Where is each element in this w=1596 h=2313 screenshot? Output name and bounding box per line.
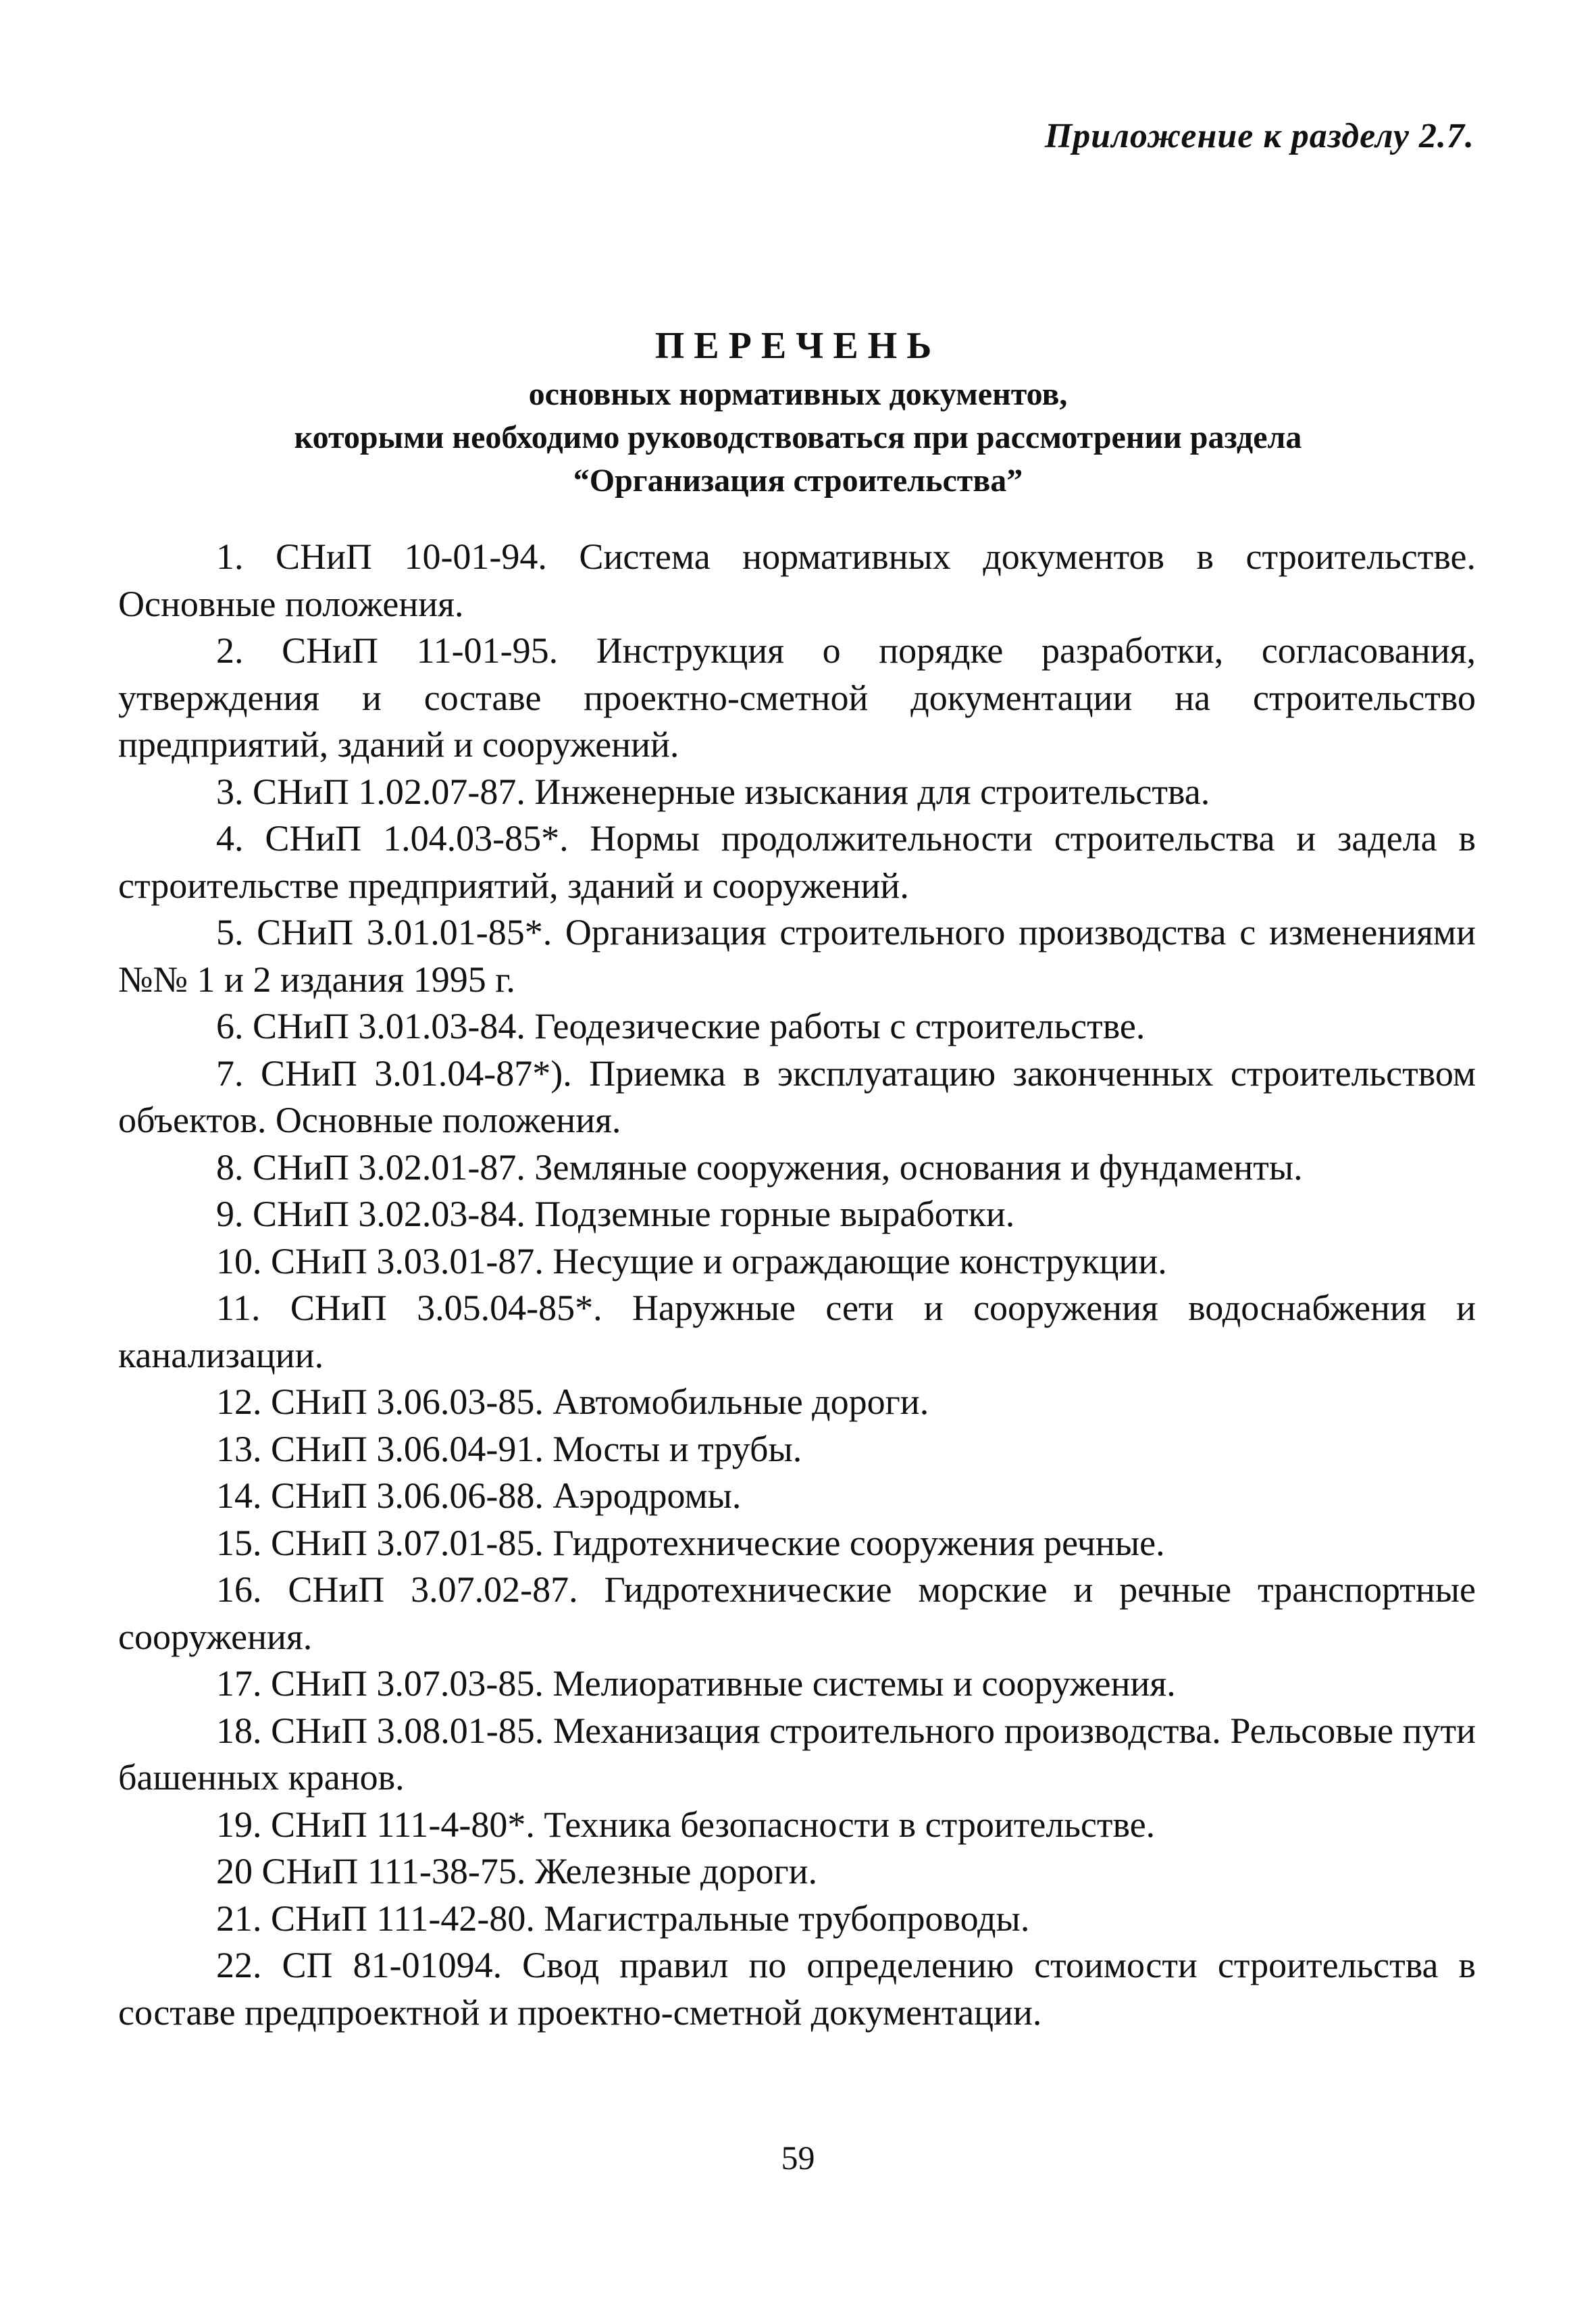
list-item-12: 12. СНиП 3.06.03-85. Автомобильные дороги. [216,1381,929,1422]
list-item-19: 19. СНиП 111-4-80*. Техника безопасности в строительстве. [216,1804,1156,1845]
list-item-10: 10. СНиП 3.03.01-87. Несущие и ограждающие конструкции. [216,1240,1167,1281]
list-item-16: 16. СНиП 3.07.02-87. Гидротехнические морские и речные транспортные сооружения. [118,1569,1476,1657]
list-item-11: 11. СНиП 3.05.04-85*. Наружные сети и сооружения водоснабжения и канализации. [118,1288,1476,1375]
list-item-22: 22. СП 81-01094. Свод правил по определению стоимости строительства в составе предпроектной и проектно-сметной документации. [118,1945,1476,2033]
list-item-9: 9. СНиП 3.02.03-84. Подземные горные выработки. [216,1194,1015,1234]
list-item-8: 8. СНиП 3.02.01-87. Земляные сооружения, основания и фундаменты. [216,1146,1303,1188]
list-item-6: 6. СНиП 3.01.03-84. Геодезические работы с строительстве. [216,1006,1145,1046]
list-item-18: 18. СНиП 3.08.01-85. Механизация строительного производства. Рельсовые пути башенных кранов. [118,1710,1476,1798]
list-item-1: 1. СНиП 10-01-94. Система нормативных документов в строительстве. Основные положения. [118,536,1476,624]
list-item-21: 21. СНиП 111-42-80. Магистральные трубопроводы. [216,1898,1030,1939]
appendix-reference: Приложение к разделу 2.7. [1044,117,1474,155]
document-subtitle-line-1: основных нормативных документов, [528,376,1068,412]
list-item-20: 20 СНиП 111-38-75. Железные дороги. [216,1851,818,1891]
document-title-block [0,324,1596,503]
page-number: 59 [781,2139,815,2177]
list-item-13: 13. СНиП 3.06.04-91. Мосты и трубы. [216,1428,802,1469]
list-item-3: 3. СНиП 1.02.07-87. Инженерные изыскания для строительства. [216,771,1210,812]
document-title: ПЕРЕЧЕНЬ [654,325,942,367]
list-item-15: 15. СНиП 3.07.01-85. Гидротехнические сооружения речные. [216,1522,1165,1563]
list-item-5: 5. СНиП 3.01.01-85*. Организация строительного производства с изменениями №№ 1 и 2 издания 1995 г. [118,912,1476,1000]
list-item-14: 14. СНиП 3.06.06-88. Аэродромы. [216,1475,742,1516]
list-item-7: 7. СНиП 3.01.04-87*). Приемка в эксплуатацию законченных строительством объектов. Основные положения. [118,1052,1476,1140]
list-item-4: 4. СНиП 1.04.03-85*. Нормы продолжительности строительства и задела в строительстве предприятий, зданий и сооружений. [118,818,1476,906]
list-item-2: 2. СНиП 11-01-95. Инструкция о порядке разработки, согласования, утверждения и составе проектно-сметной документации на строительство предприятий, зданий и сооружений. [118,630,1476,765]
normative-documents-list [118,534,1476,2036]
document-subtitle-line-3: “Организация строительства” [573,463,1023,499]
list-item-17: 17. СНиП 3.07.03-85. Мелиоративные системы и сооружения. [216,1663,1176,1704]
document-subtitle-line-2: которыми необходимо руководствоваться при рассмотрении раздела [294,420,1302,455]
